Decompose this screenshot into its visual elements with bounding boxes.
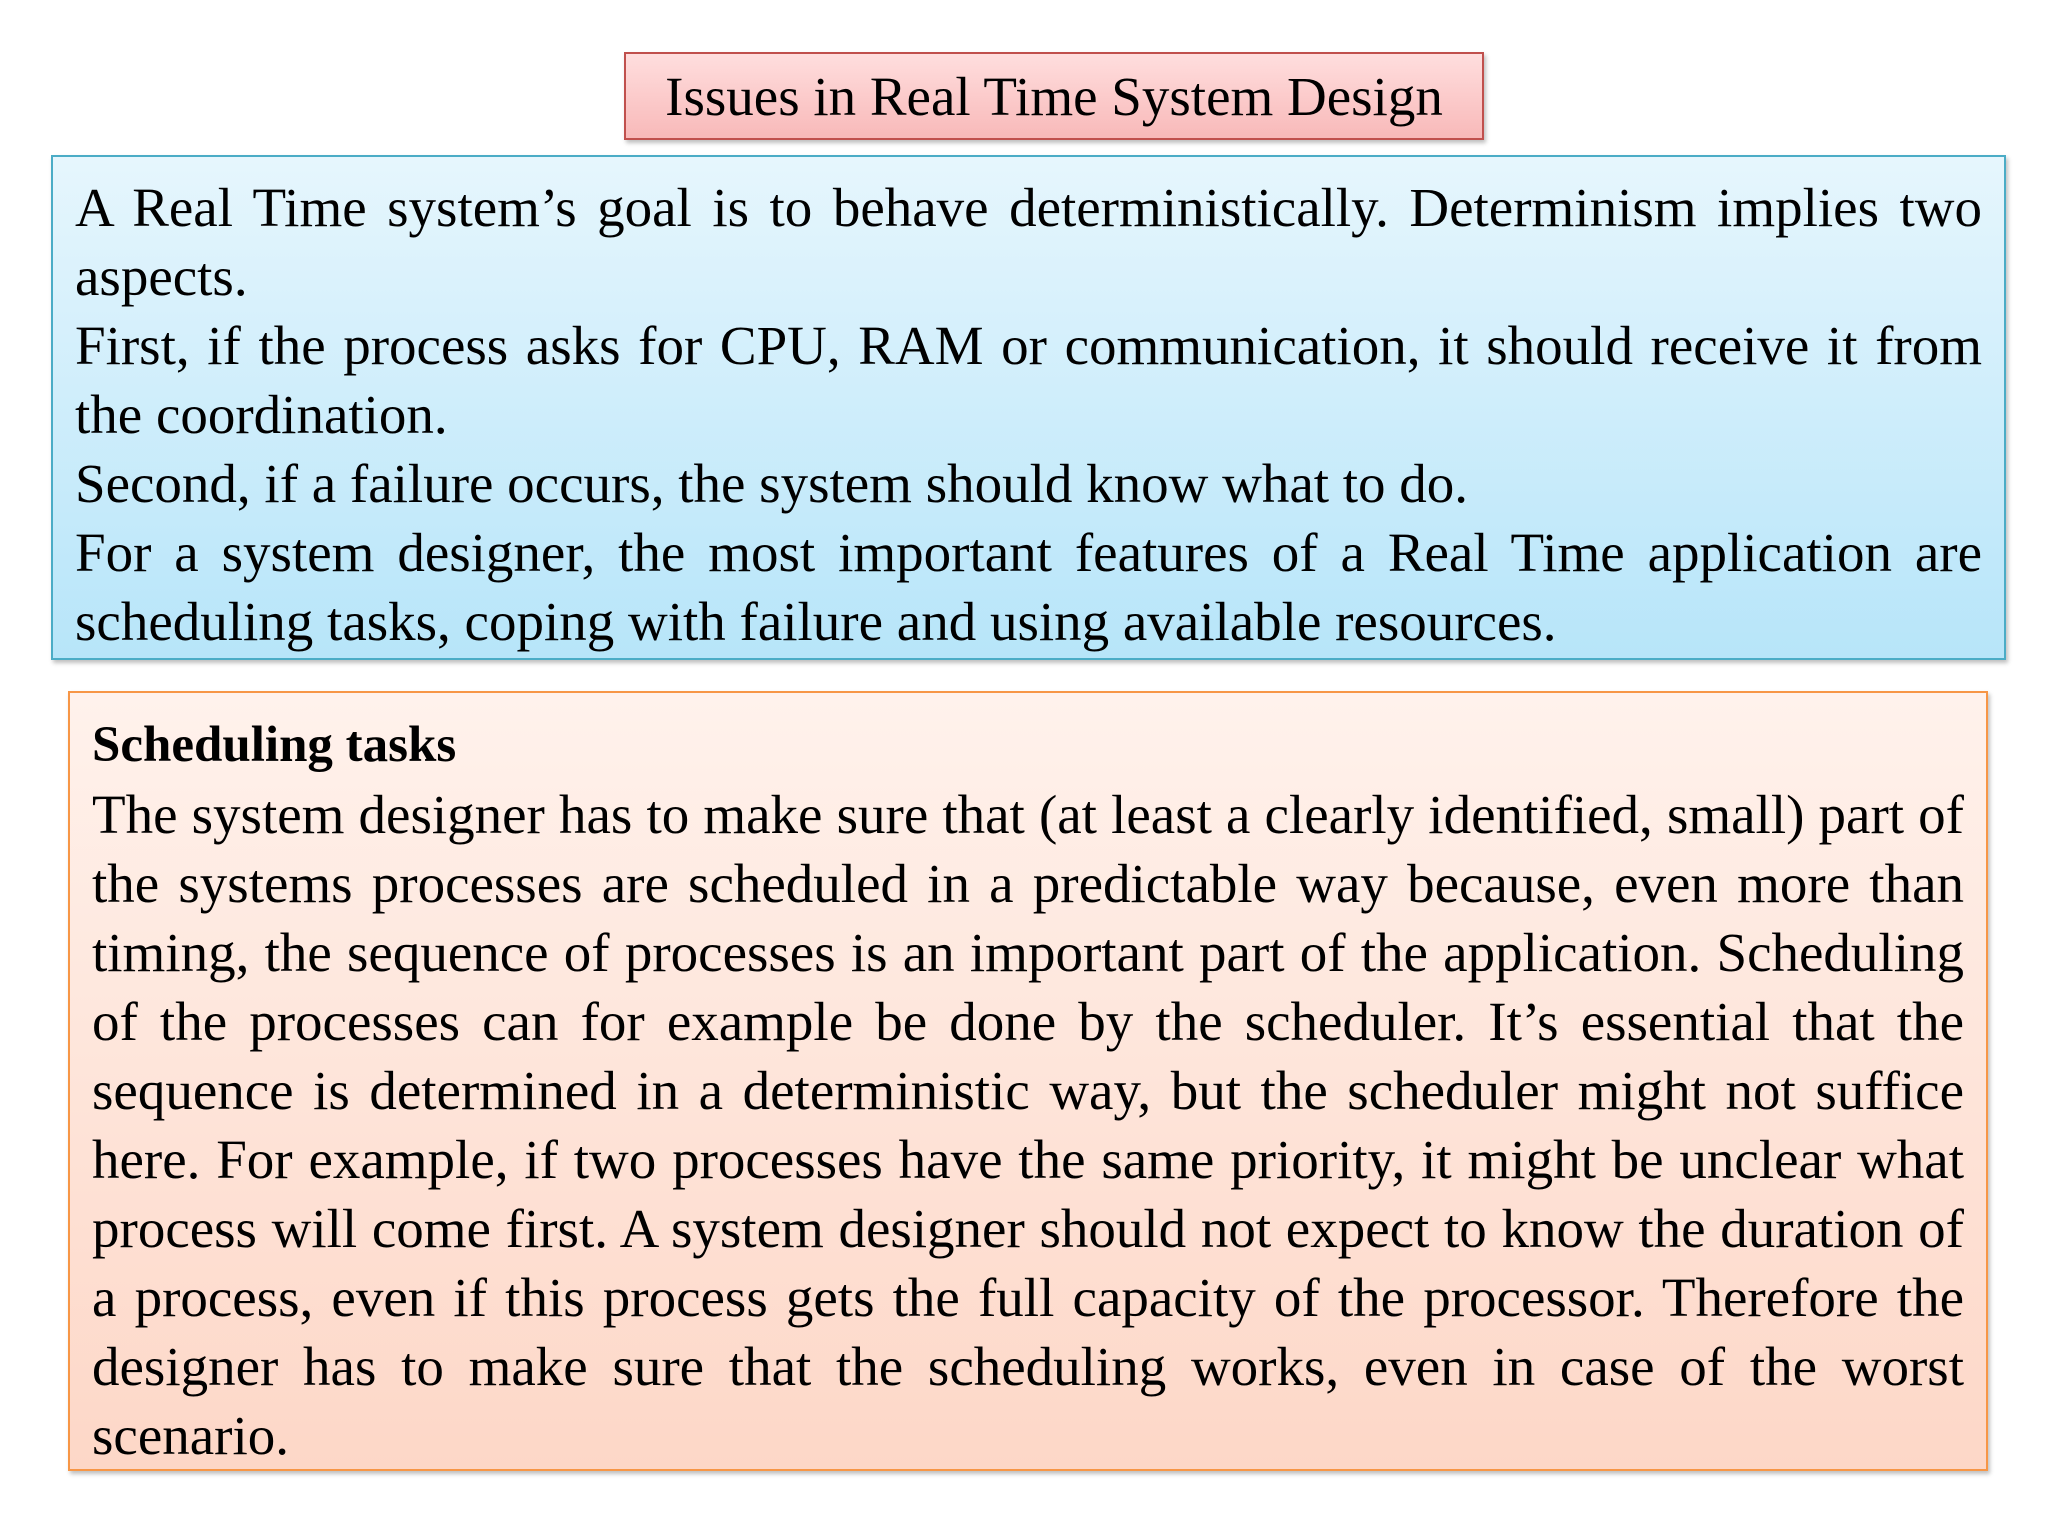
intro-text-box xyxy=(51,155,2006,660)
scheduling-heading: Scheduling tasks xyxy=(92,717,457,773)
intro-paragraph-determinism: A Real Time system’s goal is to behave deterministically. Determinism implies two aspects. xyxy=(75,177,1982,307)
intro-paragraph-first-aspect: First, if the process asks for CPU, RAM or communication, it should receive it from the coordination. xyxy=(75,315,1982,445)
slide-title: Issues in Real Time System Design xyxy=(665,65,1443,127)
scheduling-body: The system designer has to make sure that (at least a clearly identified, small) part of the systems processes are scheduled in a predictable way because, even more than timing, the sequence of processes is an important part of the application. Scheduling of the processes can for example be done by the scheduler. It’s essential that the sequence is determined in a deterministic way, but the scheduler might not suffice here. For example, if two processes have the same priority, it might be unclear what process will come first. A system designer should not expect to know the duration of a process, even if this process gets the full capacity of the processor. Therefore the designer has to make sure that the scheduling works, even in case of the worst scenario. xyxy=(92,784,1964,1466)
intro-paragraph-features: For a system designer, the most important features of a Real Time application are scheduling tasks, coping with failure and using available resources. xyxy=(75,522,1982,652)
slide-title-box xyxy=(624,52,1484,140)
intro-paragraph-second-aspect: Second, if a failure occurs, the system should know what to do. xyxy=(75,453,1469,514)
scheduling-tasks-box xyxy=(68,691,1988,1471)
